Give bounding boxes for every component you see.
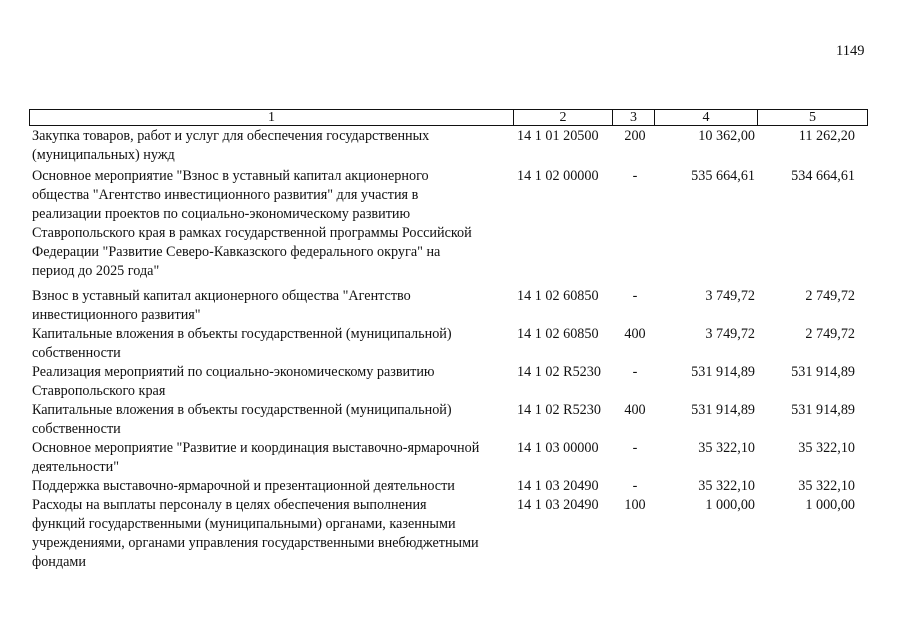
row-kind: - xyxy=(632,288,638,304)
header-col-5: 5 xyxy=(757,110,867,125)
page-number: 1149 xyxy=(836,43,865,59)
row-value-1: 531 914,89 xyxy=(691,364,755,380)
row-name: Взнос в уставный капитал акционерного общества "Агентство инвестиционного развития" xyxy=(32,288,411,323)
table-row xyxy=(32,401,868,439)
row-kind: - xyxy=(632,364,638,380)
row-name: Капитальные вложения в объекты государственной (муниципальной) собственности xyxy=(32,402,452,437)
row-code: 14 1 02 60850 xyxy=(517,326,599,342)
row-code: 14 1 03 00000 xyxy=(517,440,599,456)
table-row xyxy=(32,496,868,572)
table-body xyxy=(32,127,868,572)
header-col-4: 4 xyxy=(654,110,757,125)
table-row xyxy=(32,439,868,477)
row-kind: 100 xyxy=(624,497,646,513)
row-name: Основное мероприятие "Развитие и координация выставочно-ярмарочной деятельности" xyxy=(32,440,480,475)
table-row xyxy=(32,325,868,363)
row-value-2: 531 914,89 xyxy=(791,364,855,380)
row-name: Расходы на выплаты персоналу в целях обеспечения выполнения функций государственными (муниципальными) органами, казенными учреждениями, органами управления государственными внебюджетными фондами xyxy=(32,497,479,570)
row-value-1: 3 749,72 xyxy=(705,326,755,342)
row-name: Капитальные вложения в объекты государственной (муниципальной) собственности xyxy=(32,326,452,361)
row-code: 14 1 02 R5230 xyxy=(517,364,601,380)
row-name: Реализация мероприятий по социально-экономическому развитию Ставропольского края xyxy=(32,364,435,399)
row-code: 14 1 03 20490 xyxy=(517,497,599,513)
row-code: 14 1 03 20490 xyxy=(517,478,599,494)
row-value-1: 531 914,89 xyxy=(691,402,755,418)
header-col-2: 2 xyxy=(513,110,612,125)
row-value-1: 35 322,10 xyxy=(698,478,755,494)
row-value-2: 2 749,72 xyxy=(805,326,855,342)
row-value-2: 35 322,10 xyxy=(798,440,855,456)
row-kind: 400 xyxy=(624,326,646,342)
row-code: 14 1 02 60850 xyxy=(517,288,599,304)
row-name: Основное мероприятие "Взнос в уставный капитал акционерного общества "Агентство инвестиционного развития" для участия в реализации проектов по социально-экономическому развитию Ставропольского края в рамках государственной программы Российской Федерации "Развитие Северо-Кавказского федерального округа" на период до 2025 года" xyxy=(32,168,472,279)
table-row xyxy=(32,167,868,281)
row-value-1: 3 749,72 xyxy=(705,288,755,304)
header-col-1: 1 xyxy=(268,110,275,125)
table-row xyxy=(32,127,868,165)
row-value-2: 534 664,61 xyxy=(791,168,855,184)
row-value-1: 10 362,00 xyxy=(698,128,755,144)
row-value-2: 2 749,72 xyxy=(805,288,855,304)
header-col-3: 3 xyxy=(612,110,654,125)
row-kind: - xyxy=(632,478,638,494)
row-kind: - xyxy=(632,440,638,456)
table-header xyxy=(29,109,868,126)
row-value-2: 1 000,00 xyxy=(805,497,855,513)
table-row xyxy=(32,477,868,496)
row-value-2: 11 262,20 xyxy=(798,128,855,144)
table-row xyxy=(32,287,868,325)
row-value-1: 35 322,10 xyxy=(698,440,755,456)
row-kind: 200 xyxy=(624,128,646,144)
row-value-2: 35 322,10 xyxy=(798,478,855,494)
row-value-2: 531 914,89 xyxy=(791,402,855,418)
row-value-1: 1 000,00 xyxy=(705,497,755,513)
row-code: 14 1 02 00000 xyxy=(517,168,599,184)
row-kind: - xyxy=(632,168,638,184)
row-kind: 400 xyxy=(624,402,646,418)
row-code: 14 1 02 R5230 xyxy=(517,402,601,418)
table-row xyxy=(32,363,868,401)
row-value-1: 535 664,61 xyxy=(691,168,755,184)
row-code: 14 1 01 20500 xyxy=(517,128,599,144)
row-name: Закупка товаров, работ и услуг для обеспечения государственных (муниципальных) нужд xyxy=(32,128,430,163)
row-name: Поддержка выставочно-ярмарочной и презентационной деятельности xyxy=(32,478,455,494)
